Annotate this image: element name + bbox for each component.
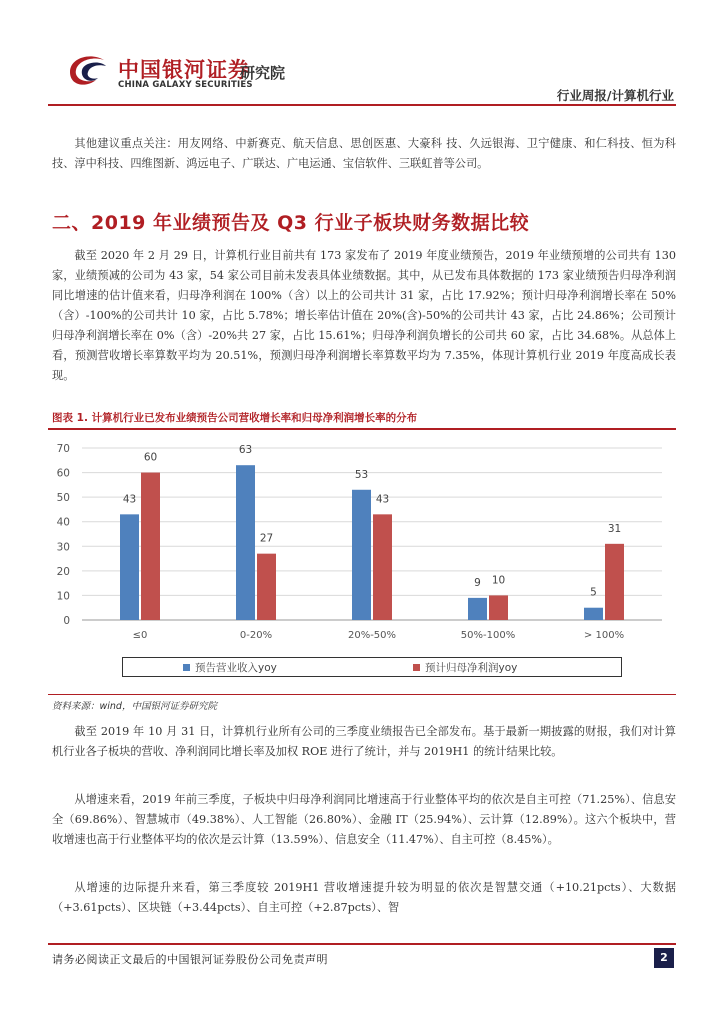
legend-swatch-revenue [183,664,190,671]
bar [352,490,371,620]
y-tick-label: 60 [56,467,70,480]
data-label: 43 [122,493,137,506]
data-label: 31 [607,522,622,535]
y-tick-label: 70 [56,443,70,455]
report-type: 行业周报/计算机行业 [556,88,674,103]
footer-divider [48,943,676,945]
chart-legend [122,657,622,677]
x-tick-label: > 100% [583,630,625,641]
figure-source: 资料来源：wind，中国银河证券研究院 [52,701,217,712]
x-tick-label: 20%-50% [347,630,397,641]
y-tick-label: 50 [56,492,70,505]
footer-disclaimer: 请务必阅读正文最后的中国银河证券股份公司免责声明 [52,953,328,966]
bar [373,514,392,620]
header-divider [48,104,676,106]
bar [468,598,487,620]
brand-name-cn: 中国银河证券 [118,58,250,82]
page-number: 2 [654,948,674,968]
bar-chart [52,432,676,690]
y-tick-label: 20 [56,565,70,578]
data-label: 27 [259,532,274,545]
institute-label: 研究院 [240,64,286,82]
legend-item-revenue [183,660,277,675]
legend-label-revenue: 预告营业收入yoy [195,662,277,674]
legend-label-profit: 预计归母净利润yoy [425,662,518,674]
data-label: 53 [354,468,369,481]
brand-name-en: CHINA GALAXY SECURITIES [118,80,253,90]
y-tick-label: 40 [56,516,70,529]
paragraph-recommendations: 其他建议重点关注：用友网络、中新赛克、航天信息、思创医惠、大豪科 技、久远银海、卫宁健康、和仁科技、恒为科技、淳中科技、四维图新、鸿远电子、广联达、广电运通、宝信软件、三联虹普等公司。 [52,137,676,170]
paragraph-q3-intro: 截至 2019 年 10 月 31 日，计算机行业所有公司的三季度业绩报告已全部发布。基于最新一期披露的财报，我们对计算机行业各子板块的营收、净利润同比增长率及加权 ROE 进行了统计，并与 2019H1 的统计结果比较。 [52,725,676,758]
data-label: 63 [238,444,253,457]
paragraph-growth-ranking: 从增速来看，2019 年前三季度，子板块中归母净利润同比增速高于行业整体平均的依次是自主可控（71.25%）、信息安全（69.86%）、智慧城市（49.38%）、人工智能（26.80%）、金融 IT（25.94%）、云计算（12.89%）。这六个板块中，营收增速也高于行业整体平均的依次是云计算（13.59%）、信息安全（11.47%）、自主可控（8.45%）。 [52,793,676,846]
figure-divider [48,428,676,430]
x-tick-label: 0-20% [239,630,273,641]
data-label: 43 [375,493,390,506]
data-label: 9 [474,576,481,589]
galaxy-logo-icon [64,50,110,90]
y-tick-label: 10 [56,590,70,603]
x-tick-label: 50%-100% [460,630,516,641]
bar [120,514,139,620]
bar [257,554,276,620]
data-label: 10 [491,574,506,587]
bar [236,465,255,620]
legend-item-profit [413,660,517,675]
source-divider [48,694,676,695]
paragraph-marginal-growth: 从增速的边际提升来看，第三季度较 2019H1 营收增速提升较为明显的依次是智慧交通（+10.21pcts）、大数据（+3.61pcts）、区块链（+3.44pcts）、自主可控（+2.87pcts）、智 [52,881,676,914]
paragraph-forecast-summary: 截至 2020 年 2 月 29 日，计算机行业目前共有 173 家发布了 2019 年度业绩预告，2019 年业绩预增的公司共有 130 家，业绩预减的公司为 43 家，54 家公司目前未发表具体业绩数据。其中，从已发布具体数据的 173 家业绩预告归母净利润同比增速的估计值来看，归母净利润在 100%（含）以上的公司共计 31 家，占比 17.92%；预计归母净利润增长率在 50%（含）-100%的公司共计 10 家，占比 5.78%；增长率估计值在 20%(含)-50%的公司共计 43 家，占比 24.86%；公司预计归母净利润增长率在 0%（含）-20%共 27 家，占比 15.61%；归母净利润负增长的公司共 60 家，占比 34.68%。从总体上看，预测营收增长率算数平均为 20.51%，预测归母净利润增长率算数平均为 7.35%，体现计算机行业 2019 年度高成长表现。 [52,249,676,382]
bar [605,544,624,620]
data-label: 5 [590,586,597,599]
bar [489,595,508,620]
bar [141,473,160,620]
section-title: 二、2019 年业绩预告及 Q3 行业子板块财务数据比较 [52,212,530,234]
data-label: 60 [143,451,158,464]
y-tick-label: 30 [56,541,70,554]
bar [584,608,603,620]
x-tick-label: ≤0 [132,630,148,641]
figure-title: 图表 1. 计算机行业已发布业绩预告公司营收增长率和归母净利润增长率的分布 [52,412,418,424]
y-tick-label: 0 [63,615,70,627]
legend-swatch-profit [413,664,420,671]
